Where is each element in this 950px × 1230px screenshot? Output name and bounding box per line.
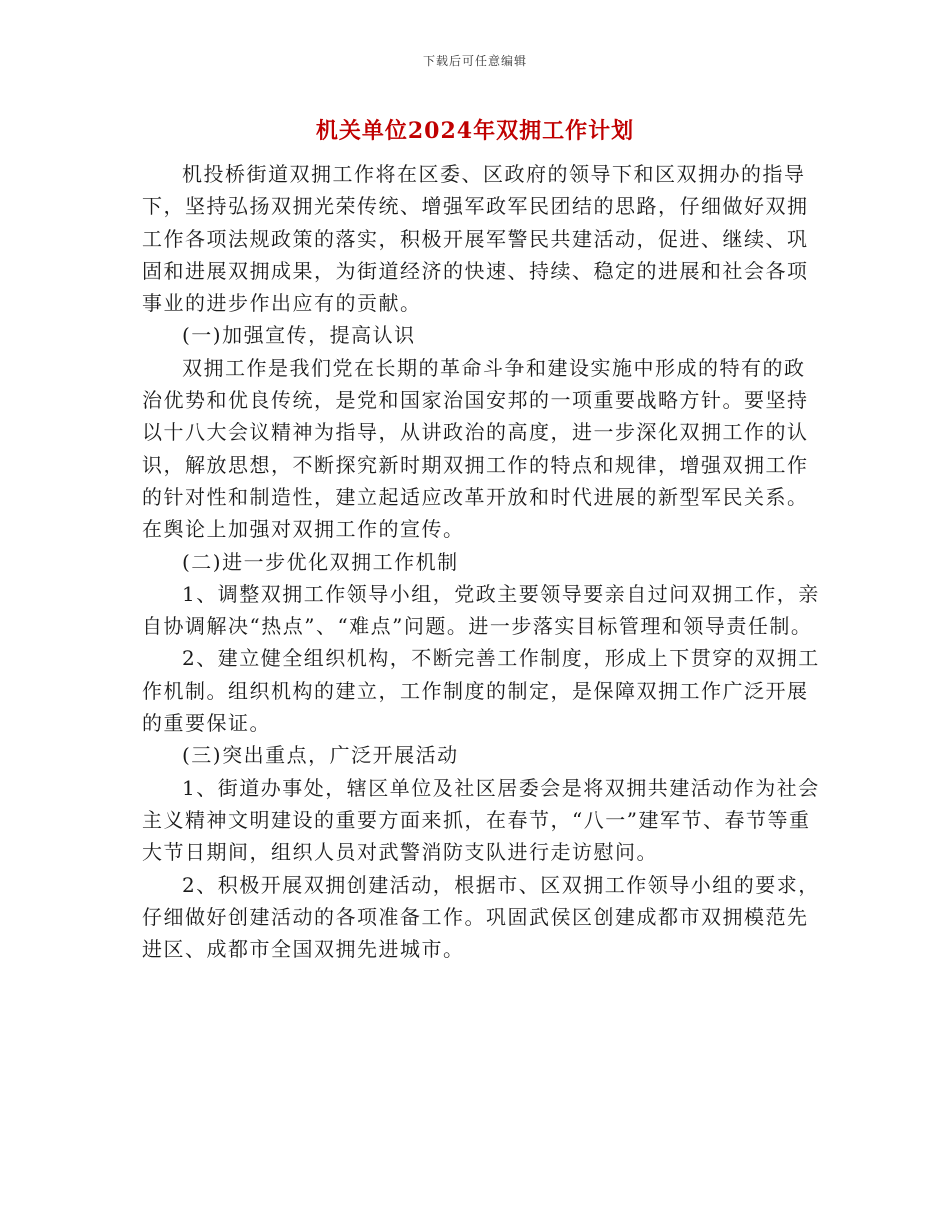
header-note: 下载后可任意编辑 (422, 54, 527, 68)
section-heading-2: (二)进一步优化双拥工作机制 (182, 549, 459, 574)
document-body (142, 158, 822, 965)
intro-paragraph: 机投桥街道双拥工作将在区委、区政府的领导下和区双拥办的指导下，坚持弘扬双拥光荣传统、增强军政军民团结的思路，仔细做好双拥工作各项法规政策的落实，积极开展军警民共建活动，促进、继续、巩固和进展双拥成果，为街道经济的快速、持续、稳定的进展和社会各项事业的进步作出应有的贡献。 (142, 162, 809, 316)
document-title: 机关单位2024年双拥工作计划 (315, 118, 635, 144)
section-heading-3: (三)突出重点，广泛开展活动 (182, 743, 459, 768)
section-2-item-1: 1、调整双拥工作领导小组，党政主要领导要亲自过问双拥工作，亲自协调解决“热点”、“难点”问题。进一步落实目标管理和领导责任制。 (142, 581, 820, 639)
section-3-item-1: 1、街道办事处，辖区单位及社区居委会是将双拥共建活动作为社会主义精神文明建设的重要方面来抓，在春节，“八一”建军节、春节等重大节日期间，组织人员对武警消防支队进行走访慰问。 (142, 775, 820, 865)
section-heading-1: (一)加强宣传，提高认识 (182, 323, 416, 348)
section-2-item-2: 2、建立健全组织机构，不断完善工作制度，形成上下贯穿的双拥工作机制。组织机构的建立，工作制度的制定，是保障双拥工作广泛开展的重要保证。 (142, 646, 820, 736)
section-1-paragraph: 双拥工作是我们党在长期的革命斗争和建设实施中形成的特有的政治优势和优良传统，是党和国家治国安邦的一项重要战略方针。要坚持以十八大会议精神为指导，从讲政治的高度，进一步深化双拥工作的认识，解放思想，不断探究新时期双拥工作的特点和规律，增强双拥工作的针对性和制造性，建立起适应改革开放和时代进展的新型军民关系。在舆论上加强对双拥工作的宣传。 (142, 355, 809, 542)
section-3-item-2: 2、积极开展双拥创建活动，根据市、区双拥工作领导小组的要求，仔细做好创建活动的各项准备工作。巩固武侯区创建成都市双拥模范先进区、成都市全国双拥先进城市。 (142, 872, 820, 962)
